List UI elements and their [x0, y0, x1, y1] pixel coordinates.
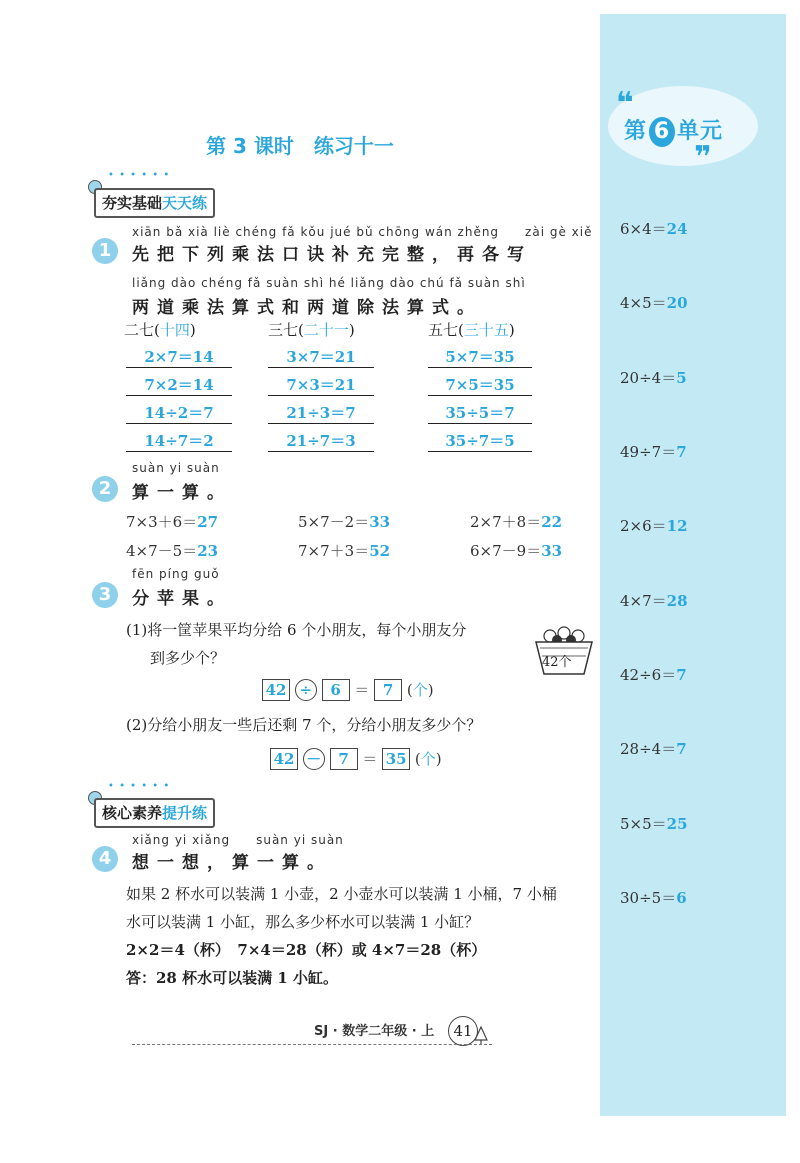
answer-line: 35÷5＝7	[445, 404, 515, 422]
answer-line: 7×2＝14	[144, 376, 214, 394]
tree-icon	[474, 1026, 488, 1044]
rule-line	[268, 423, 374, 424]
side-equation: 42÷6＝7	[620, 666, 687, 684]
rule-line	[126, 395, 232, 396]
rule-line	[428, 451, 532, 452]
question-number: 1	[92, 238, 118, 264]
basket-label: 42个	[542, 655, 572, 670]
answer-line: 7×3＝21	[286, 376, 356, 394]
division-expression: 42 ÷ 6 ＝ 7 (个)	[262, 679, 434, 701]
answer-line: 7×5＝35	[445, 376, 515, 394]
rule-line	[268, 395, 374, 396]
side-equation: 20÷4＝5	[620, 369, 687, 387]
pinyin-line: xiān bǎ xià liè chéng fǎ kǒu jué bǔ chōng wán zhěng zài gè xiě	[132, 225, 593, 239]
section-banner-basic: 夯实基础天天练	[94, 188, 215, 218]
question-text: 分苹果。	[132, 589, 232, 609]
answer-line: 5×7＝35	[445, 348, 515, 366]
question-text: 先把下列乘法口诀补充完整，再各写	[132, 245, 532, 265]
calc-item: 6×7－9＝33	[470, 542, 563, 560]
rule-line	[428, 423, 532, 424]
question-number: 3	[92, 582, 118, 608]
rule-line	[126, 423, 232, 424]
pinyin-line: liǎng dào chéng fǎ suàn shì hé liǎng dào chú fǎ suàn shì	[132, 276, 526, 290]
rule-line	[428, 367, 532, 368]
rule-line	[268, 367, 374, 368]
answer-line: 35÷7＝5	[445, 432, 515, 450]
sub-question-text: (2)分给小朋友一些后还剩 7 个，分给小朋友多少个？	[126, 716, 482, 734]
side-equation: 2×6＝12	[620, 517, 688, 535]
answer-line: 3×7＝21	[286, 348, 356, 366]
calc-item: 4×7－5＝23	[126, 542, 219, 560]
sub-question-text: (1)将一筐苹果平均分给 6 个小朋友，每个小朋友分	[126, 621, 467, 639]
answer-statement: 答：28 杯水可以装满 1 小缸。	[126, 969, 338, 987]
question-text: 两道乘法算式和两道除法算式。	[132, 298, 482, 318]
answer-line: 21÷3＝7	[286, 404, 356, 422]
page-number: 41	[448, 1016, 478, 1046]
footer-divider	[132, 1044, 492, 1045]
answer-line: 14÷7＝2	[144, 432, 214, 450]
subtraction-expression: 42 － 7 ＝ 35 (个)	[270, 748, 442, 770]
side-equation: 49÷7＝7	[620, 443, 687, 461]
unit-prefix: 第	[624, 119, 648, 144]
unit-number: 6	[649, 117, 675, 147]
problem-text: 如果 2 杯水可以装满 1 小壶，2 小壶水可以装满 1 小桶，7 小桶	[126, 885, 557, 903]
side-equation: 4×7＝28	[620, 592, 688, 610]
verse-label: 五七(三十五)	[428, 321, 515, 339]
side-equation: 30÷5＝6	[620, 889, 687, 907]
close-quote-icon: ❞	[694, 140, 712, 175]
rule-line	[428, 395, 532, 396]
answer-line: 21÷7＝3	[286, 432, 356, 450]
calc-item: 7×3＋6＝27	[126, 513, 219, 531]
question-number: 4	[92, 846, 118, 872]
sub-question-text: 到多少个？	[150, 649, 226, 667]
banner-dots: • • • • • •	[108, 170, 171, 181]
side-equation: 5×5＝25	[620, 815, 688, 833]
question-text: 算一算。	[132, 483, 232, 503]
side-panel	[600, 14, 786, 1116]
calc-item: 2×7＋8＝22	[470, 513, 563, 531]
rule-line	[126, 451, 232, 452]
problem-text: 水可以装满 1 小缸，那么多少杯水可以装满 1 小缸？	[126, 913, 480, 931]
open-quote-icon: ❝	[616, 86, 634, 121]
unit-title	[624, 114, 723, 147]
verse-label: 二七(十四)	[124, 321, 196, 339]
pinyin-line: fēn píng guǒ	[132, 567, 220, 581]
verse-label: 三七(二十一)	[268, 321, 355, 339]
side-equation: 28÷4＝7	[620, 740, 687, 758]
question-text: 想一想，算一算。	[132, 853, 332, 873]
calc-item: 7×7＋3＝52	[298, 542, 391, 560]
page-title: 第 3 课时 练习十一	[206, 134, 394, 158]
pinyin-line: suàn yi suàn	[132, 461, 220, 475]
side-equation: 6×4＝24	[620, 220, 688, 238]
side-equation: 4×5＝20	[620, 294, 688, 312]
banner-dots: • • • • • •	[108, 781, 171, 792]
calc-item: 5×7－2＝33	[298, 513, 391, 531]
rule-line	[268, 451, 374, 452]
rule-line	[126, 367, 232, 368]
unit-suffix: 单元	[677, 119, 724, 144]
answer-line: 14÷2＝7	[144, 404, 214, 422]
pinyin-line: xiǎng yi xiǎng suàn yi suàn	[132, 833, 344, 847]
footer-text: SJ · 数学二年级 · 上	[314, 1024, 435, 1039]
answer-line: 2×7＝14	[144, 348, 214, 366]
answer-calculation: 2×2＝4（杯） 7×4＝28（杯）或 4×7＝28（杯）	[126, 941, 487, 959]
section-banner-advanced: 核心素养提升练	[94, 798, 215, 828]
question-number: 2	[92, 476, 118, 502]
